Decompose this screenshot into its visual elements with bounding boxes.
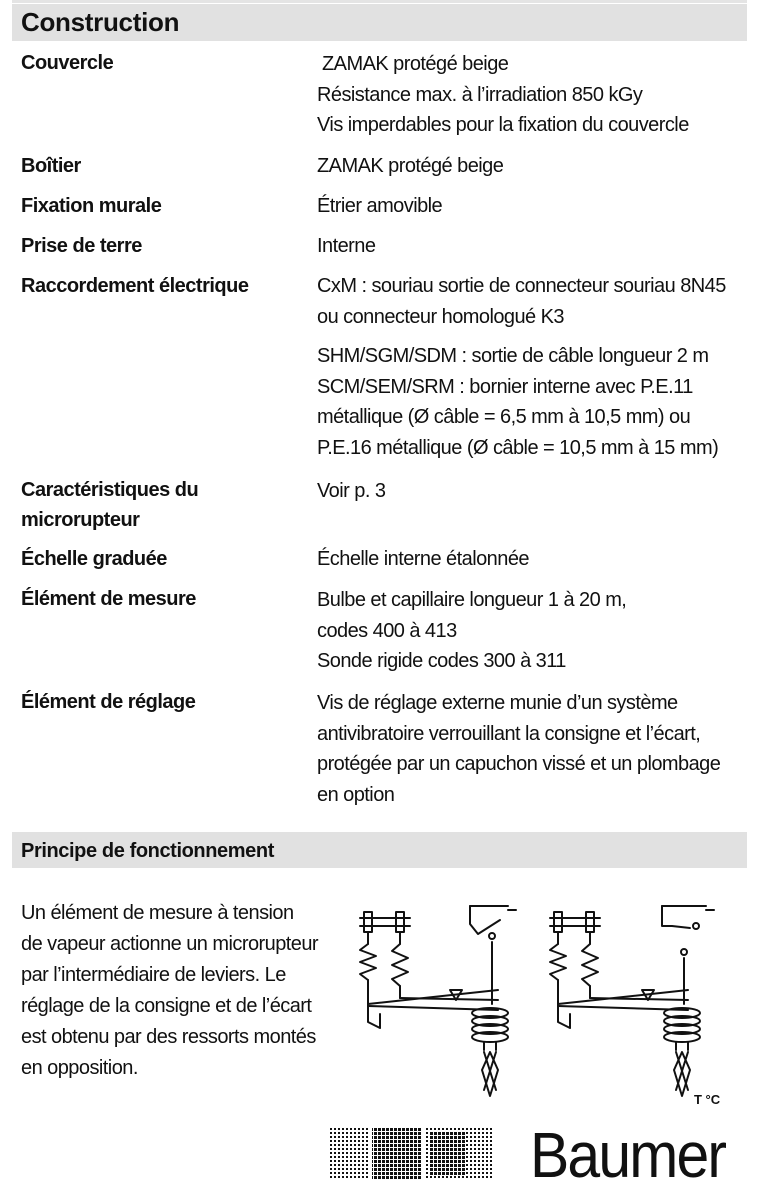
spec-label-prise-de-terre: Prise de terre	[21, 235, 142, 257]
contact-right	[681, 949, 687, 955]
spring-left-a	[360, 944, 376, 980]
spec-value-raccordement: CxM : souriau sortie de connecteur souriau 8N45 ou connecteur homologué K3	[317, 275, 726, 328]
section-title: Construction	[21, 7, 180, 37]
spec-label-echelle: Échelle graduée	[21, 548, 167, 570]
spec-label-fixation: Fixation murale	[21, 195, 162, 217]
spec-value-raccordement-cable: SHM/SGM/SDM : sortie de câble longueur 2 m SCM/SEM/SRM : bornier interne avec P.E.11 métallique (Ø câble = 6,5 mm à 10,5 mm) ou P.E.16 métallique (Ø câble = 10,5 mm à 15 mm)	[317, 345, 719, 459]
section-title: Principe de fonctionnement	[21, 840, 274, 862]
spring-right-a	[550, 944, 566, 980]
principle-description: Un élément de mesure à tension de vapeur actionne un microrupteur par l’intermédiaire de leviers. Le réglage de la consigne et de l’écart est obtenu par des ressorts montés en opposition.	[21, 902, 319, 1079]
spring-left-b	[392, 944, 408, 986]
contact-left	[489, 933, 495, 939]
temperature-label: T °C	[694, 1092, 721, 1107]
spec-value-boitier: ZAMAK protégé beige	[317, 155, 504, 177]
spring-right-b	[582, 944, 598, 986]
spec-label-microrupteur: Caractéristiques du microrupteur	[21, 479, 199, 531]
spec-value-element-mesure: Bulbe et capillaire longueur 1 à 20 m, codes 400 à 413 Sonde rigide codes 300 à 311	[317, 589, 627, 672]
section-header-principe	[12, 832, 747, 868]
spec-value-echelle: Échelle interne étalonnée	[317, 548, 529, 570]
spec-label-element-mesure: Élément de mesure	[21, 588, 196, 610]
section-header-construction	[12, 4, 747, 41]
spec-value-couvercle: ZAMAK protégé beige Résistance max. à l’irradiation 850 kGy Vis imperdables pour la fixation du couvercle	[317, 53, 689, 136]
spec-value-microrupteur: Voir p. 3	[317, 480, 386, 502]
mechanism-right	[550, 906, 714, 1096]
spec-label-element-reglage: Élément de réglage	[21, 691, 196, 713]
top-rule	[12, 0, 747, 3]
spec-label-raccordement: Raccordement électrique	[21, 275, 249, 297]
spec-label-couvercle: Couvercle	[21, 52, 114, 74]
spec-value-fixation: Étrier amovible	[317, 195, 443, 217]
mechanism-left	[360, 906, 516, 1096]
operating-principle-diagram	[350, 900, 740, 1120]
brand-dots-logo	[330, 1128, 500, 1184]
spec-value-prise-de-terre: Interne	[317, 235, 376, 257]
spec-value-element-reglage: Vis de réglage externe munie d’un système antivibratoire verrouillant la consigne et l’écart, protégée par un capuchon vissé et un plombage en option	[317, 692, 721, 806]
brand-logo: Baumer	[530, 1119, 726, 1191]
spec-label-boitier: Boîtier	[21, 155, 81, 177]
